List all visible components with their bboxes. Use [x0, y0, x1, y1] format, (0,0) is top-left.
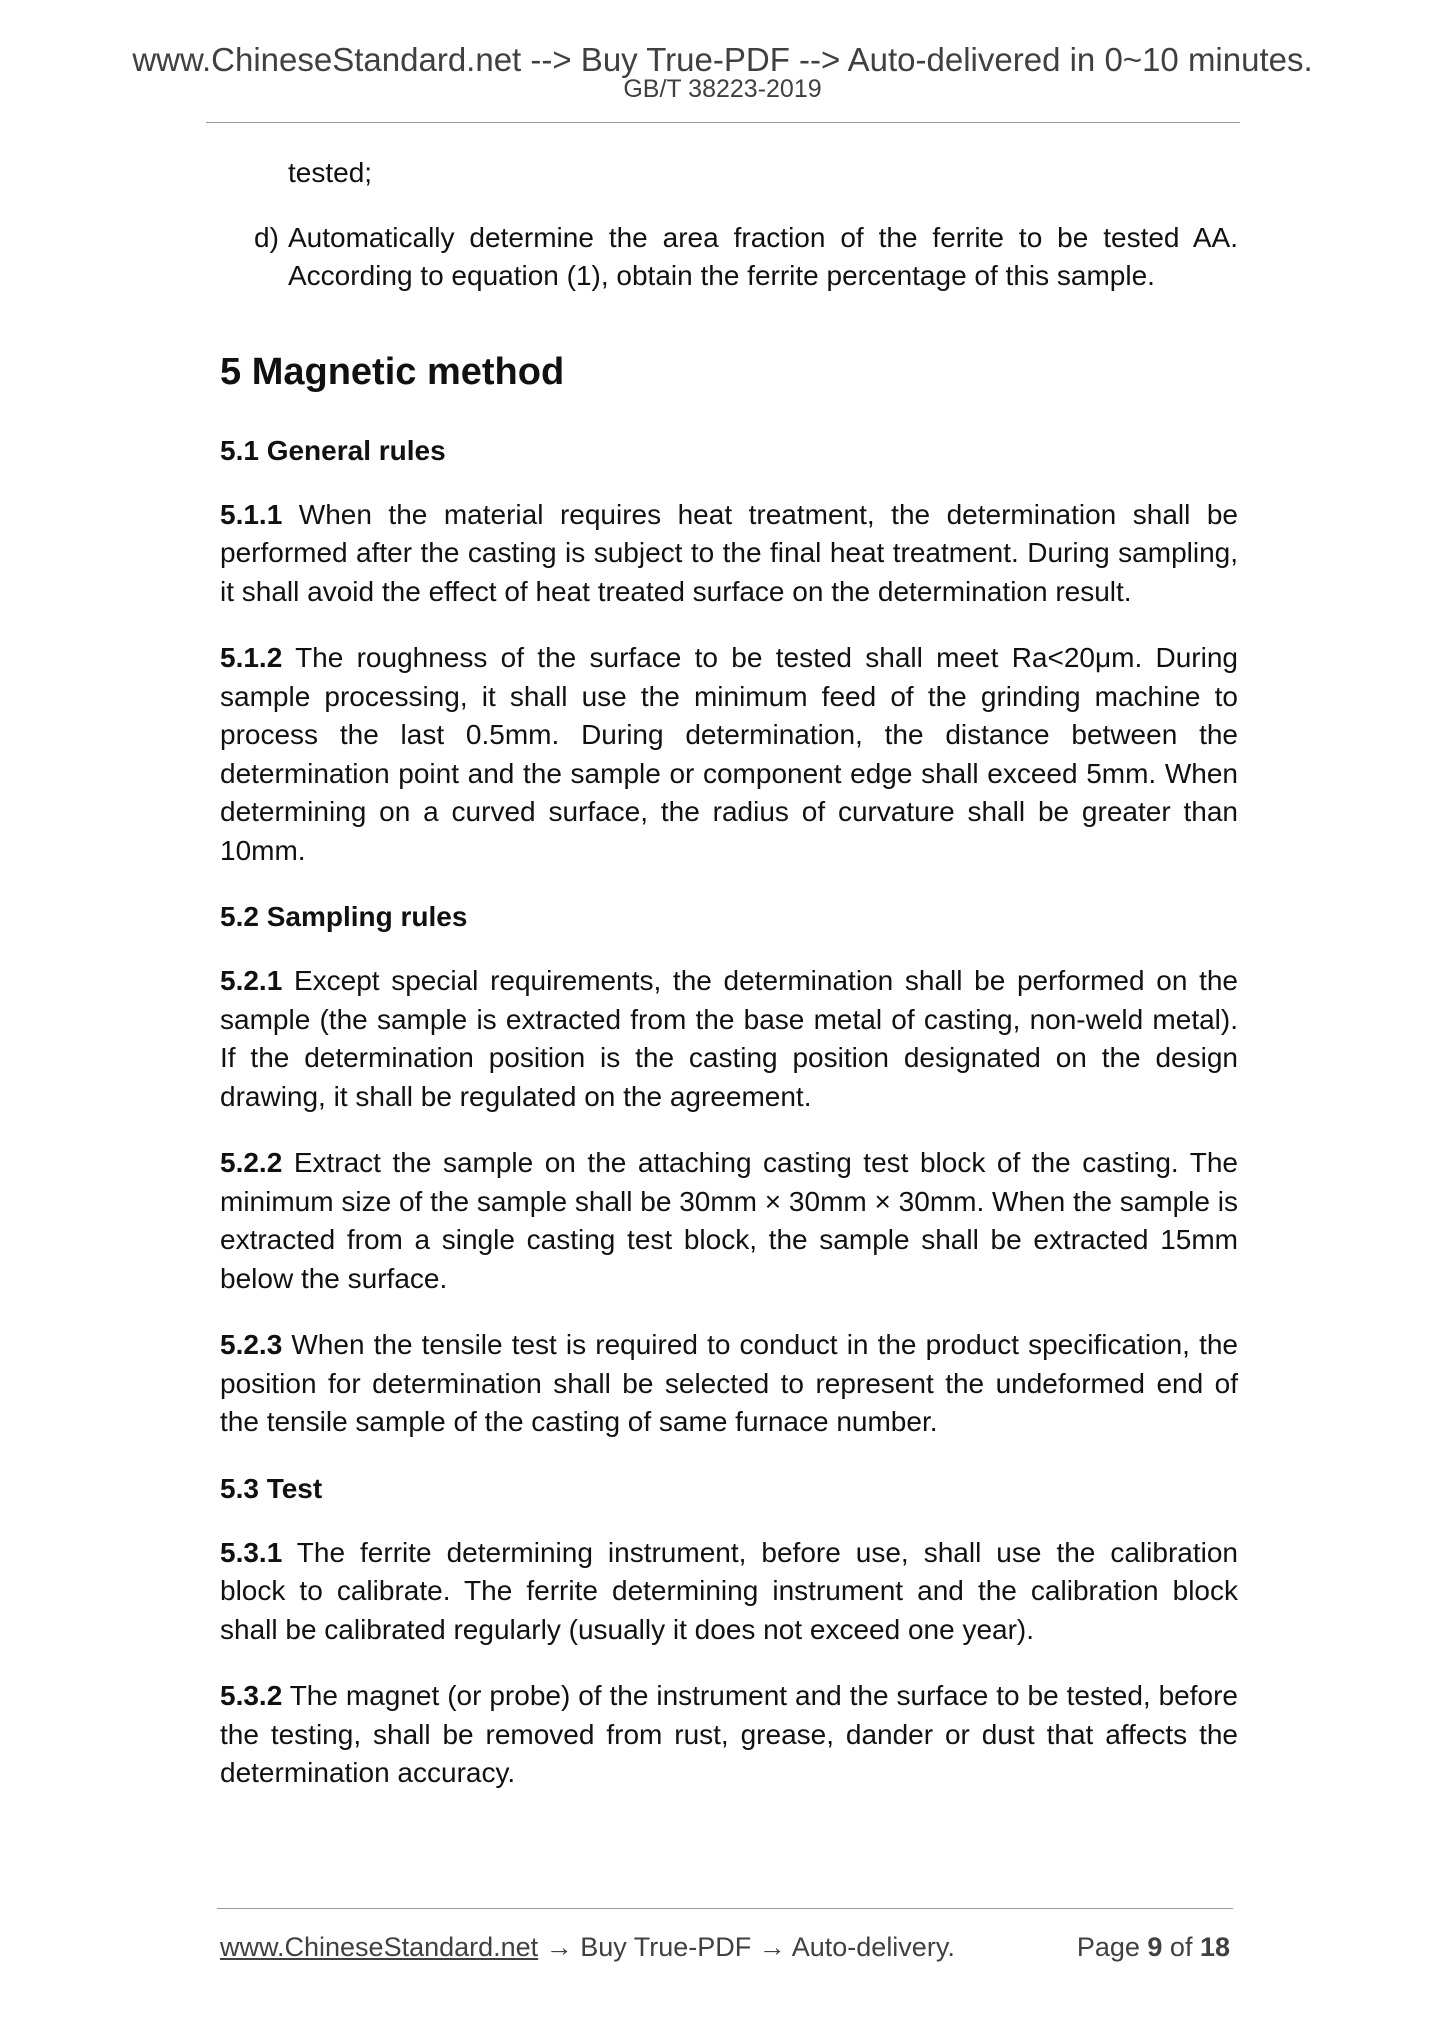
clause-number: 5.2.1 [220, 965, 283, 996]
header-divider [206, 122, 1240, 123]
clause-number: 5.1.2 [220, 642, 283, 673]
footer-left [220, 1930, 955, 1964]
clause-number: 5.3.2 [220, 1680, 283, 1711]
list-marker: d) [254, 221, 279, 253]
clause-5-3-2 [220, 1677, 1238, 1793]
total-pages: 18 [1199, 1932, 1230, 1962]
of-label: of [1162, 1932, 1200, 1962]
clause-5-1-2 [220, 639, 1238, 870]
subsection-title-5-3: 5.3 Test [220, 1472, 323, 1504]
page-label: Page [1076, 1932, 1148, 1962]
list-item-text: Automatically determine the area fraction of the ferrite to be tested AA. According to equation (1), obtain the ferrite percentage of this sample. [288, 221, 1238, 291]
clause-text: The roughness of the surface to be tested shall meet Ra<20μm. During sample processing, it shall use the minimum feed of the grinding machine to process the last 0.5mm. During determination, the distance between the determination point and the sample or component edge shall exceed 5mm. When determining on a curved surface, the radius of curvature shall be greater than 10mm. [220, 642, 1238, 866]
continuation-text: tested; [288, 157, 373, 188]
page-content [220, 154, 1238, 1821]
page-number: 9 [1147, 1932, 1163, 1962]
clause-text: Extract the sample on the attaching casting test block of the casting. The minimum size of the sample shall be 30mm × 30mm × 30mm. When the sample is extracted from a single casting test block, the sample shall be extracted 15mm below the surface. [220, 1147, 1238, 1294]
clause-5-2-2 [220, 1144, 1238, 1298]
clause-5-1-1 [220, 496, 1238, 612]
list-item-d [220, 219, 1238, 296]
clause-number: 5.2.2 [220, 1147, 283, 1178]
clause-5-2-3 [220, 1326, 1238, 1442]
subsection-title-5-1: 5.1 General rules [220, 434, 446, 466]
section-title: 5 Magnetic method [220, 350, 565, 393]
footer-promo-text: → Buy True-PDF → Auto-delivery. [538, 1932, 955, 1962]
clause-5-3-1 [220, 1534, 1238, 1650]
footer-site-link[interactable]: www.ChineseStandard.net [220, 1932, 539, 1962]
clause-5-2-1 [220, 962, 1238, 1116]
clause-number: 5.2.3 [220, 1329, 283, 1360]
clause-text: The ferrite determining instrument, before use, shall use the calibration block to calibrate. The ferrite determining instrument and the calibration block shall be calibrated regularly (usually it does not exceed one year). [220, 1536, 1238, 1645]
clause-text: When the material requires heat treatment, the determination shall be performed after the casting is subject to the final heat treatment. During sampling, it shall avoid the effect of heat treated surface on the determination result. [220, 498, 1238, 607]
footer-divider [217, 1908, 1233, 1909]
header-banner[interactable]: www.ChineseStandard.net --> Buy True-PDF --> Auto-delivered in 0~10 minutes. [132, 41, 1313, 78]
clause-number: 5.3.1 [220, 1536, 283, 1568]
page-indicator [1077, 1930, 1230, 1964]
subsection-title-5-2: 5.2 Sampling rules [220, 901, 468, 932]
clause-text: Except special requirements, the determination shall be performed on the sample (the sample is extracted from the base metal of casting, non-weld metal). If the determination position is the casting position designated on the design drawing, it shall be regulated on the agreement. [220, 965, 1238, 1112]
clause-text: The magnet (or probe) of the instrument and the surface to be tested, before the testing, shall be removed from rust, grease, dander or dust that affects the determination accuracy. [220, 1680, 1238, 1788]
standard-code: GB/T 38223-2019 [623, 75, 822, 103]
clause-number: 5.1.1 [220, 498, 283, 530]
clause-text: When the tensile test is required to conduct in the product specification, the position for determination shall be selected to represent the undeformed end of the tensile sample of the casting of same furnace number. [220, 1329, 1238, 1437]
